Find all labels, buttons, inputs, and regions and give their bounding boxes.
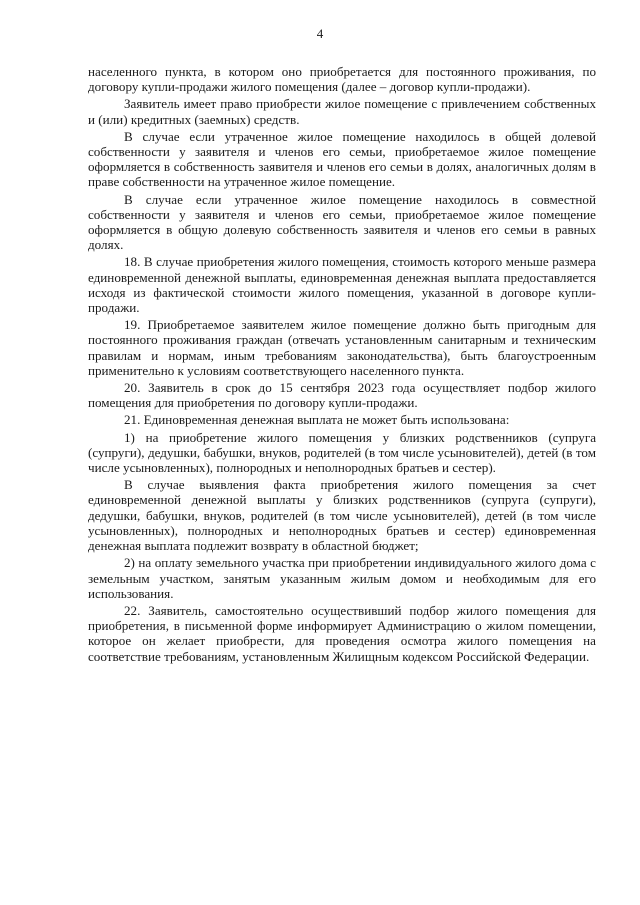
clause-20: 20. Заявитель в срок до 15 сентября 2023 года осуществляет подбор жилого помещения для приобретения по договору купли-продажи. — [88, 380, 596, 411]
paragraph-shared-ownership: В случае если утраченное жилое помещение находилось в общей долевой собственности у заявителя и членов его семьи, приобретаемое жилое помещение оформляется в собственность заявителя и членов его семьи в долях, аналогичных долям в праве собственности на утраченное жилое помещение. — [88, 128, 596, 190]
paragraph-own-funds: Заявитель имеет право приобрести жилое помещение с привлечением собственных и (или) кредитных (заемных) средств. — [88, 96, 596, 127]
page-number: 4 — [316, 26, 324, 41]
clause-21-item-1: 1) на приобретение жилого помещения у близких родственников (супруга (супруги), дедушки, бабушки, внуков, родителей (в том числе усыновителей), детей (в том числе усыновленных), полнородных и неполнородных братьев и сестер). — [88, 429, 596, 476]
clause-21: 21. Единовременная денежная выплата не может быть использована: — [124, 412, 510, 428]
clause-21-item-2: 2) на оплату земельного участка при приобретении индивидуального жилого дома с земельным участком, занятым указанным жилым домом и необходимым для его использования. — [88, 555, 596, 601]
clause-19: 19. Приобретаемое заявителем жилое помещение должно быть пригодным для постоянного проживания граждан (отвечать установленным санитарным и техническим правилам и нормам, иным требованиям законодательства), быть благоустроенным применительно к условиям соответствующего населенного пункта. — [88, 317, 596, 378]
clause-22: 22. Заявитель, самостоятельно осуществивший подбор жилого помещения для приобретения, в письменной форме информирует Администрацию о жилом помещении, которое он желает приобрести, для проведения осмотра жилого помещения на соответствие требованиям, установленным Жилищным кодексом Российской Федерации. — [88, 602, 596, 664]
clause-18: 18. В случае приобретения жилого помещения, стоимость которого меньше размера единовременной денежной выплаты, единовременная денежная выплата предоставляется исходя из фактической стоимости жилого помещения, указанной в договоре купли-продажи. — [88, 254, 596, 316]
paragraph-refund: В случае выявления факта приобретения жилого помещения за счет единовременной денежной выплаты у близких родственников (супруга (супруги), дедушки, бабушки, внуков, родителей (в том числе усыновителей), детей (в том числе усыновленных), полнородных и неполнородных братьев и сестер) единовременная денежная выплата подлежит возврату в областной бюджет; — [88, 477, 596, 554]
document-body — [88, 64, 596, 666]
paragraph-joint-ownership: В случае если утраченное жилое помещение находилось в совместной собственности у заявителя и членов его семьи, приобретаемое жилое помещение оформляется в общую долевую собственность заявителя и членов его семьи в равных долях. — [88, 191, 596, 253]
paragraph-continuation: населенного пункта, в котором оно приобретается для постоянного проживания, по договору купли-продажи жилого помещения (далее – договор купли-продажи). — [88, 64, 596, 95]
